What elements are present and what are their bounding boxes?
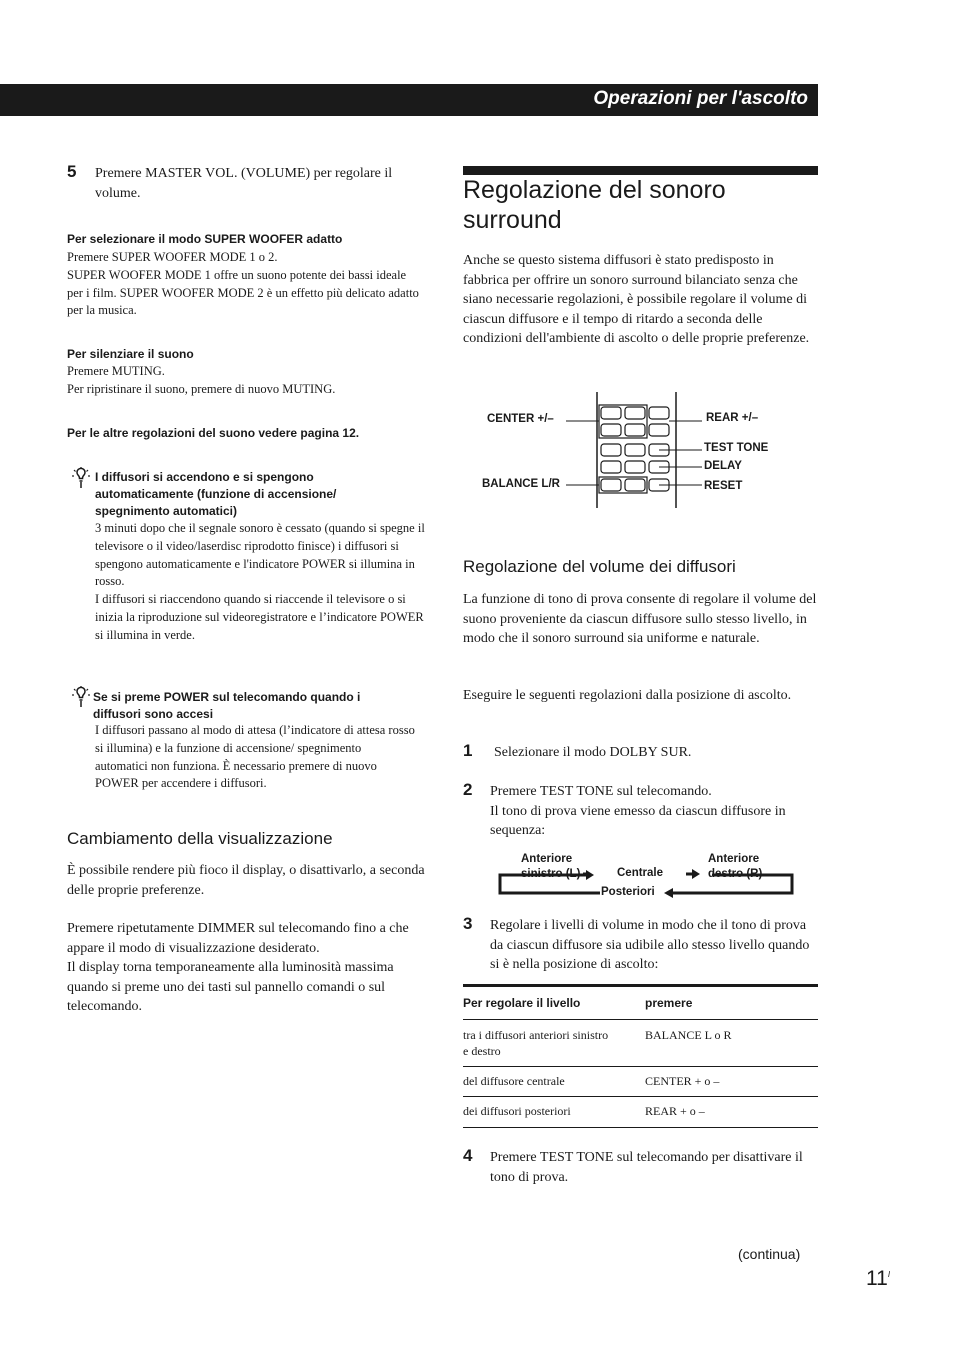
mute-heading: Per silenziare il suono bbox=[67, 347, 194, 361]
display-paragraph-2-line: Premere ripetutamente DIMMER sul telecomando fino a che appare il modo di visualizzazione desiderato. bbox=[67, 921, 409, 956]
sequence-center: Centrale bbox=[617, 867, 664, 879]
table-row-2-level: del diffusore centrale bbox=[463, 1074, 565, 1088]
step-2-line-1: Premere TEST TONE sul telecomando. bbox=[490, 784, 712, 799]
table-bottom-rule bbox=[463, 1127, 818, 1128]
woofer-heading: Per selezionare il modo SUPER WOOFER adatto bbox=[67, 232, 343, 246]
remote-label-delay: DELAY bbox=[704, 460, 742, 472]
table-row-1-press: BALANCE L o R bbox=[645, 1028, 732, 1042]
table-header-level: Per regolare il livello bbox=[463, 996, 581, 1010]
sequence-front-left: Anteriore sinistro (L) bbox=[521, 853, 581, 880]
step-2-line-2: Il tono di prova viene emesso da ciascun diffusore in sequenza: bbox=[490, 803, 786, 838]
step-2-text bbox=[490, 782, 820, 841]
page-title: Regolazione del sonoro surround bbox=[463, 176, 726, 234]
table-row-divider bbox=[463, 1066, 818, 1067]
page-number-suffix: I bbox=[887, 1270, 891, 1279]
mute-text bbox=[67, 363, 422, 399]
display-paragraph-1: È possibile rendere più fioco il display, o disattivarlo, a seconda delle proprie preferenze. bbox=[67, 863, 425, 898]
lightbulb-tip-icon bbox=[71, 467, 91, 489]
intro-paragraph: Anche se questo sistema diffusori è stato predisposto in fabbrica per offrire un sonoro surround bilanciato senza che siano necessarie regolazioni, è possibile regolare il volume di ciascun diffusore e il tempo di ritardo a seconda delle condizioni dell'ambiente di ascolto o delle proprie preferenze. bbox=[463, 253, 810, 346]
step-number-3: 3 bbox=[463, 914, 473, 933]
woofer-text bbox=[67, 249, 422, 320]
step-1-text: Selezionare il modo DOLBY SUR. bbox=[494, 745, 692, 760]
tip-1-heading: I diffusori si accendono e si spengono automaticamente (funzione di accensione/ spegnimento automatici) bbox=[95, 470, 337, 518]
tip-1-paragraph-2: I diffusori si riaccendono quando si riaccende il televisore o si inizia la riproduzione sul videoregistratore e l’indicatore POWER si illumina in verde. bbox=[95, 592, 424, 642]
sequence-front-right: Anteriore destro (R) bbox=[708, 853, 763, 880]
step-number-2: 2 bbox=[463, 780, 473, 799]
section-header-title: Operazioni per l'ascolto bbox=[593, 88, 808, 109]
tip-2-heading: Se si preme POWER sul telecomando quando i diffusori sono accesi bbox=[93, 690, 361, 721]
table-row-3-press: REAR + o – bbox=[645, 1104, 705, 1118]
lightbulb-tip-icon bbox=[71, 686, 91, 708]
table-row-1-level: tra i diffusori anteriori sinistro e destro bbox=[463, 1028, 609, 1058]
page-number-value: 11 bbox=[866, 1267, 888, 1290]
woofer-line-2: SUPER WOOFER MODE 1 offre un suono potente dei bassi ideale per i film. SUPER WOOFER MODE 2 è un effetto più delicato adatto per la musica. bbox=[67, 267, 419, 318]
table-row-divider bbox=[463, 1096, 818, 1097]
table-header-divider bbox=[463, 1019, 818, 1020]
volume-paragraph-1: La funzione di tono di prova consente di regolare il volume del suono proveniente da ciascun diffusore sullo stesso livello, in modo che il sonoro surround sia uniforme e naturale. bbox=[463, 592, 817, 646]
step-3-text: Regolare i livelli di volume in modo che il tono di prova da ciascun diffusore sia udibile allo stesso livello quando si è nella posizione di ascolto: bbox=[490, 918, 810, 972]
volume-paragraph-2: Eseguire le seguenti regolazioni dalla posizione di ascolto. bbox=[463, 688, 792, 703]
table-row-3-level: dei diffusori posteriori bbox=[463, 1104, 571, 1118]
remote-label-rear: REAR +/– bbox=[706, 412, 759, 424]
remote-label-center: CENTER +/– bbox=[487, 413, 554, 425]
remote-label-reset: RESET bbox=[704, 480, 743, 492]
mute-line-2: Per ripristinare il suono, premere di nuovo MUTING. bbox=[67, 381, 336, 396]
section-header-bar bbox=[0, 84, 818, 116]
other-adjustments-note: Per le altre regolazioni del suono vedere pagina 12. bbox=[67, 426, 360, 440]
table-top-rule bbox=[463, 984, 818, 987]
step-number-1: 1 bbox=[463, 741, 473, 760]
sequence-rear: Posteriori bbox=[601, 886, 655, 898]
tip-1-body bbox=[95, 520, 425, 645]
volume-section-heading: Regolazione del volume dei diffusori bbox=[463, 557, 736, 576]
table-row-2-press: CENTER + o – bbox=[645, 1074, 720, 1088]
display-paragraph-3: Il display torna temporaneamente alla luminosità massima quando si preme uno dei tasti sul pannello comandi o sul telecomando. bbox=[67, 960, 394, 1014]
tip-1-paragraph-1: 3 minuti dopo che il segnale sonoro è cessato (quando si spegne il televisore o il video/laserdisc riprodotto finisce) i diffusori si spengono automaticamente e l'indicatore POWER si illumina in rosso. bbox=[95, 521, 425, 589]
display-section-heading: Cambiamento della visualizzazione bbox=[67, 829, 333, 848]
display-paragraph-2 bbox=[67, 919, 427, 1017]
remote-label-test-tone: TEST TONE bbox=[704, 442, 769, 454]
step-4-text: Premere TEST TONE sul telecomando per disattivare il tono di prova. bbox=[490, 1150, 803, 1185]
mute-line-1: Premere MUTING. bbox=[67, 364, 165, 378]
step-number-5: 5 bbox=[67, 162, 77, 181]
page-number bbox=[866, 1267, 890, 1291]
woofer-line-1: Premere SUPER WOOFER MODE 1 o 2. bbox=[67, 250, 278, 264]
step-number-4: 4 bbox=[463, 1146, 473, 1165]
continued-note: (continua) bbox=[738, 1246, 801, 1262]
table-header-press: premere bbox=[645, 996, 693, 1010]
title-rule bbox=[463, 166, 818, 175]
remote-label-balance: BALANCE L/R bbox=[482, 478, 560, 490]
step-5-text: Premere MASTER VOL. (VOLUME) per regolare il volume. bbox=[95, 166, 393, 201]
tip-2-body: I diffusori passano al modo di attesa (l’indicatore di attesa rosso si illumina) e la funzione di accensione/ spegnimento automatici non funziona. È necessario premere di nuovo POWER per accendere i diffusori. bbox=[95, 723, 415, 791]
